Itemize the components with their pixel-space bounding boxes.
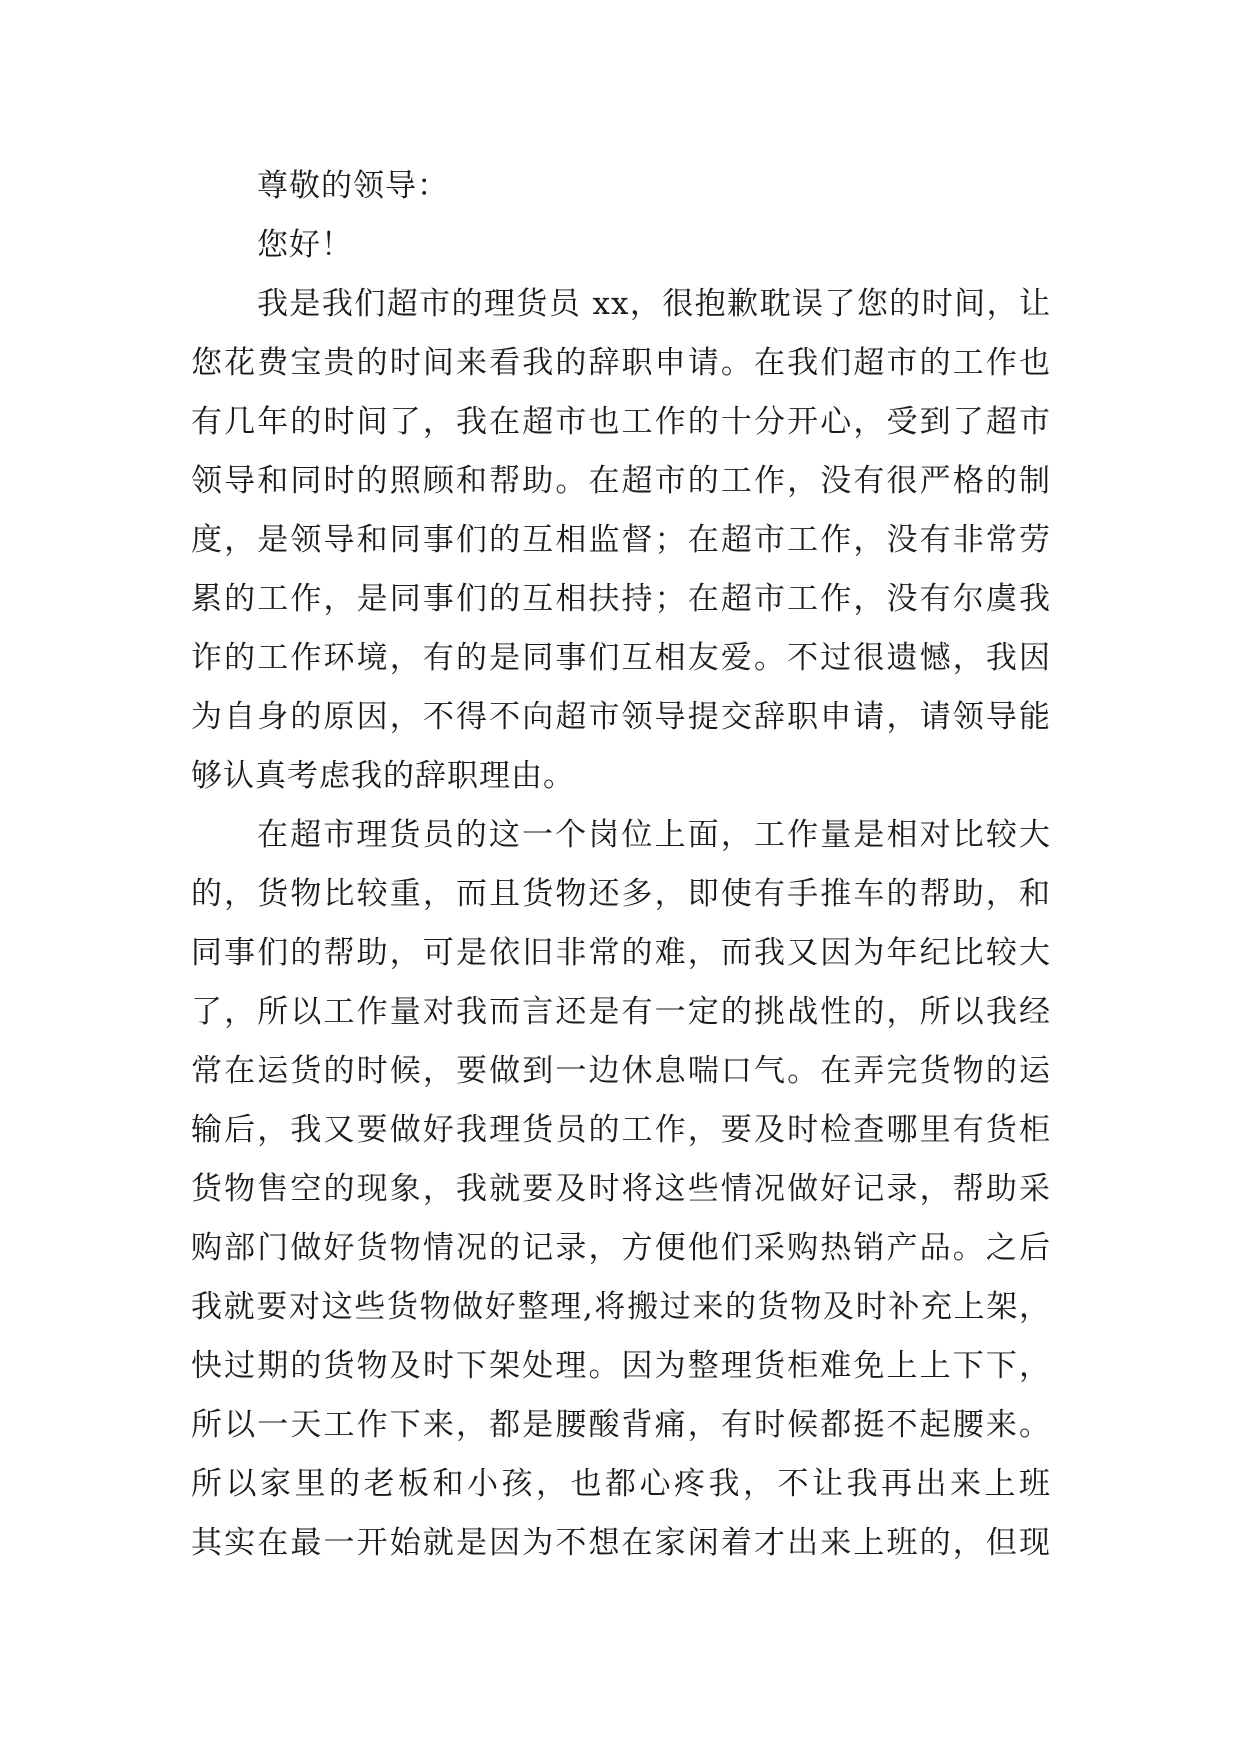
paragraph-1-line: 有几年的时间了，我在超市也工作的十分开心，受到了超市 [191, 404, 1051, 440]
paragraph-1-line: 够认真考虑我的辞职理由。 [191, 758, 575, 794]
paragraph-2-line: 在超市理货员的这一个岗位上面，工作量是相对比较大 [257, 817, 1051, 853]
paragraph-1-line: 诈的工作环境，有的是同事们互相友爱。不过很遗憾，我因 [191, 640, 1051, 676]
salutation: 尊敬的领导： [257, 168, 449, 204]
paragraph-2-line: 货物售空的现象，我就要及时将这些情况做好记录，帮助采 [191, 1171, 1051, 1207]
paragraph-1-line: 您花费宝贵的时间来看我的辞职申请。在我们超市的工作也 [191, 345, 1051, 381]
paragraph-1-line: 累的工作，是同事们的互相扶持；在超市工作，没有尔虞我 [191, 581, 1051, 617]
paragraph-2-line: 所以家里的老板和小孩，也都心疼我，不让我再出来上班 [191, 1466, 1051, 1502]
paragraph-2-line: 其实在最一开始就是因为不想在家闲着才出来上班的，但现 [191, 1525, 1051, 1561]
paragraph-2-line: 常在运货的时候，要做到一边休息喘口气。在弄完货物的运 [191, 1053, 1051, 1089]
paragraph-2-line: 的，货物比较重，而且货物还多，即使有手推车的帮助，和 [191, 876, 1051, 912]
paragraph-1-line: 我是我们超市的理货员 xx，很抱歉耽误了您的时间，让 [257, 286, 1051, 322]
letter-body [191, 157, 1051, 1573]
paragraph-2-line: 快过期的货物及时下架处理。因为整理货柜难免上上下下， [191, 1348, 1051, 1384]
paragraph-2-line: 同事们的帮助，可是依旧非常的难，而我又因为年纪比较大 [191, 935, 1051, 971]
paragraph-1-line: 度，是领导和同事们的互相监督；在超市工作，没有非常劳 [191, 522, 1051, 558]
paragraph-2-line: 所以一天工作下来，都是腰酸背痛，有时候都挺不起腰来。 [191, 1407, 1051, 1443]
greeting: 您好！ [257, 227, 353, 263]
paragraph-2-line: 输后，我又要做好我理货员的工作，要及时检查哪里有货柜 [191, 1112, 1051, 1148]
paragraph-1-line: 为自身的原因，不得不向超市领导提交辞职申请，请领导能 [191, 699, 1051, 735]
paragraph-2-line: 购部门做好货物情况的记录，方便他们采购热销产品。之后 [191, 1230, 1051, 1266]
paragraph-1-line: 领导和同时的照顾和帮助。在超市的工作，没有很严格的制 [191, 463, 1051, 499]
paragraph-2-line: 了，所以工作量对我而言还是有一定的挑战性的，所以我经 [191, 994, 1051, 1030]
paragraph-2-line: 我就要对这些货物做好整理,将搬过来的货物及时补充上架， [191, 1289, 1051, 1325]
